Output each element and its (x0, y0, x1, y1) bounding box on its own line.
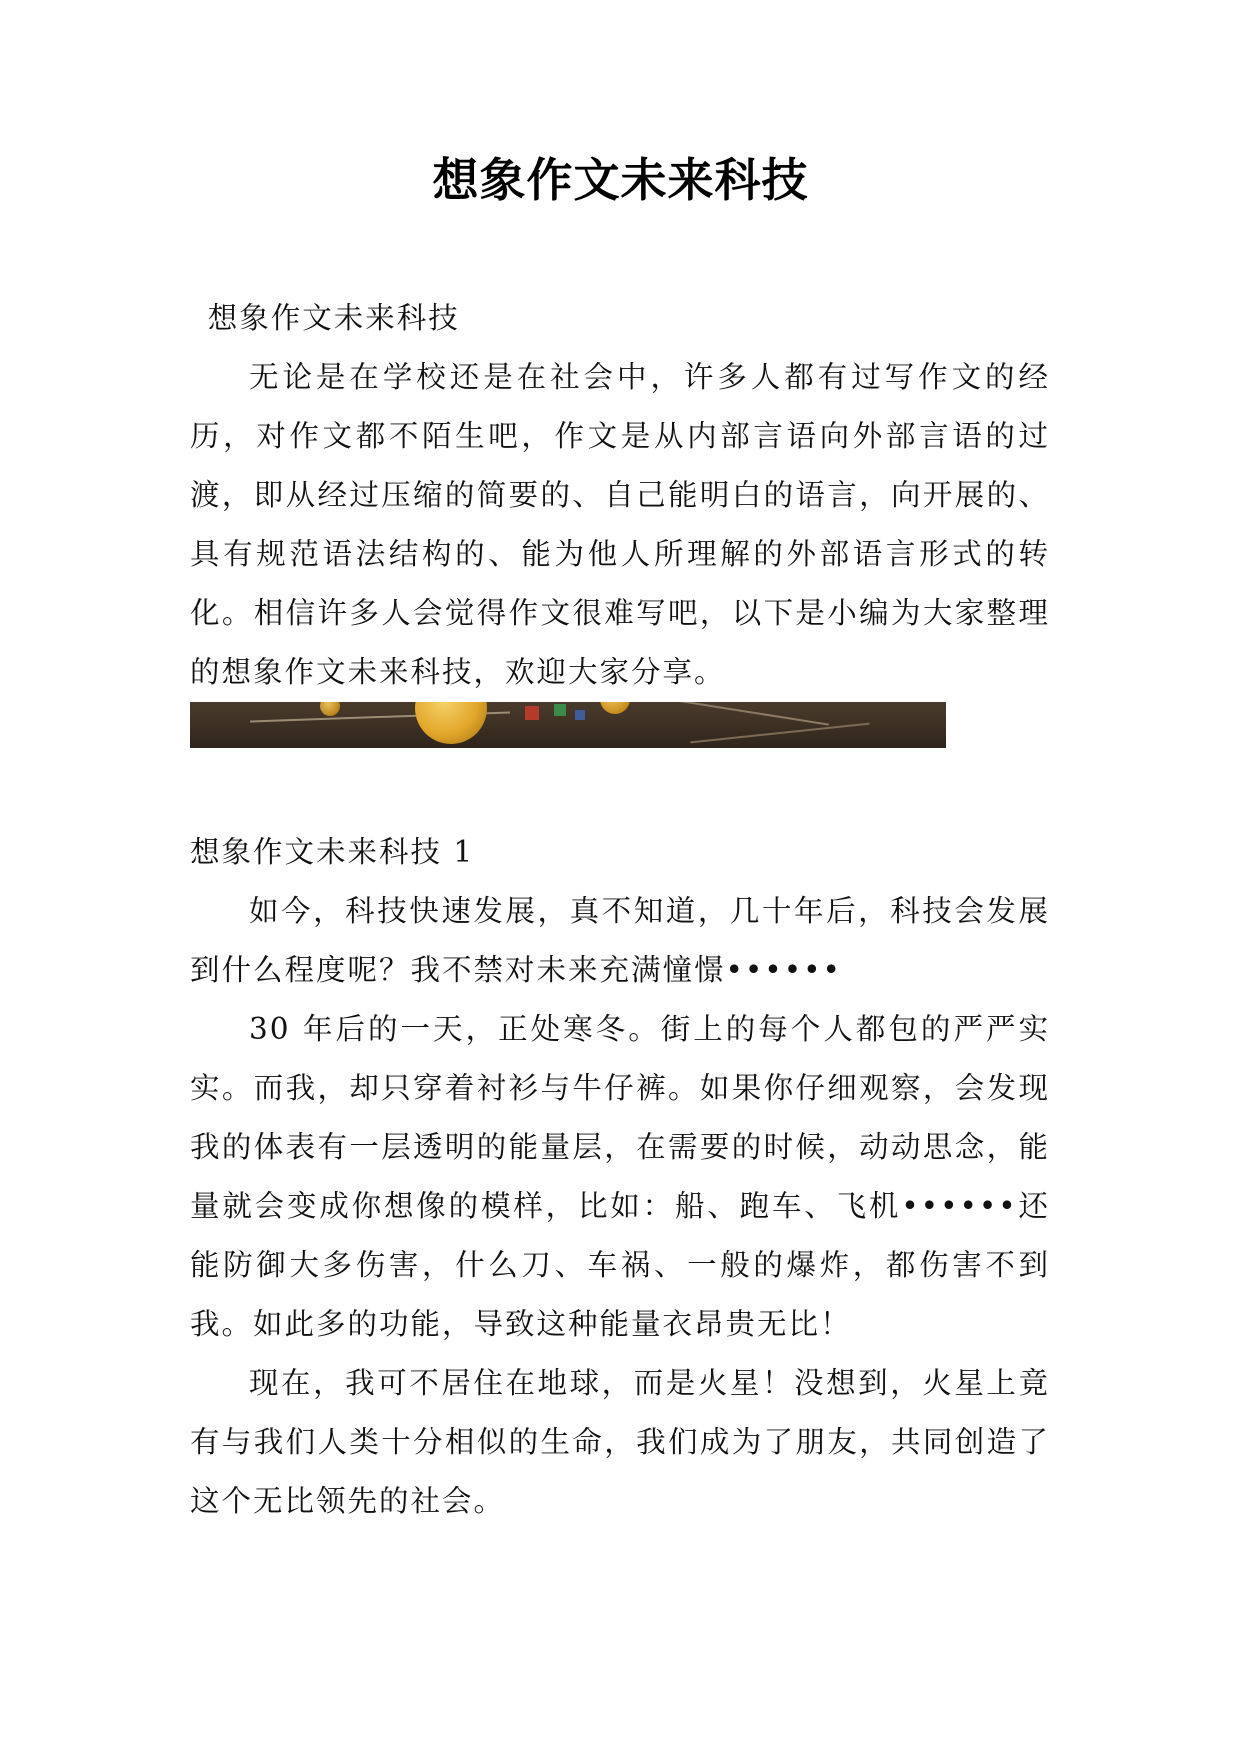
article-photo (190, 702, 946, 748)
subtitle: 想象作文未来科技 (207, 301, 460, 335)
body-paragraph-1: 如今，科技快速发展，真不知道，几十年后，科技会发展到什么程度呢？我不禁对未来充满憧憬•••••• (190, 894, 1050, 987)
intro-paragraph: 无论是在学校还是在社会中，许多人都有过写作文的经历，对作文都不陌生吧，作文是从内部言语向外部言语的过渡，即从经过压缩的简要的、自己能明白的语言，向开展的、具有规范语法结构的、能为他人所理解的外部语言形式的转化。相信许多人会觉得作文很难写吧，以下是小编为大家整理的想象作文未来科技，欢迎大家分享。 (190, 360, 1050, 689)
body-paragraph-3: 现在，我可不居住在地球，而是火星！没想到，火星上竟有与我们人类十分相似的生命，我们成为了朋友，共同创造了这个无比领先的社会。 (190, 1366, 1050, 1518)
section-heading: 想象作文未来科技 1 (190, 835, 475, 869)
document-body (190, 289, 1050, 1531)
body-paragraph-2: 30 年后的一天，正处寒冬。街上的每个人都包的严严实实。而我，却只穿着衬衫与牛仔裤。如果你仔细观察，会发现我的体表有一层透明的能量层，在需要的时候，动动思念，能量就会变成你想像的模样，比如：船、跑车、飞机••••••还能防御大多伤害，什么刀、车祸、一般的爆炸，都伤害不到我。如此多的功能，导致这种能量衣昂贵无比！ (190, 1012, 1050, 1341)
document-title: 想象作文未来科技 (432, 153, 809, 207)
